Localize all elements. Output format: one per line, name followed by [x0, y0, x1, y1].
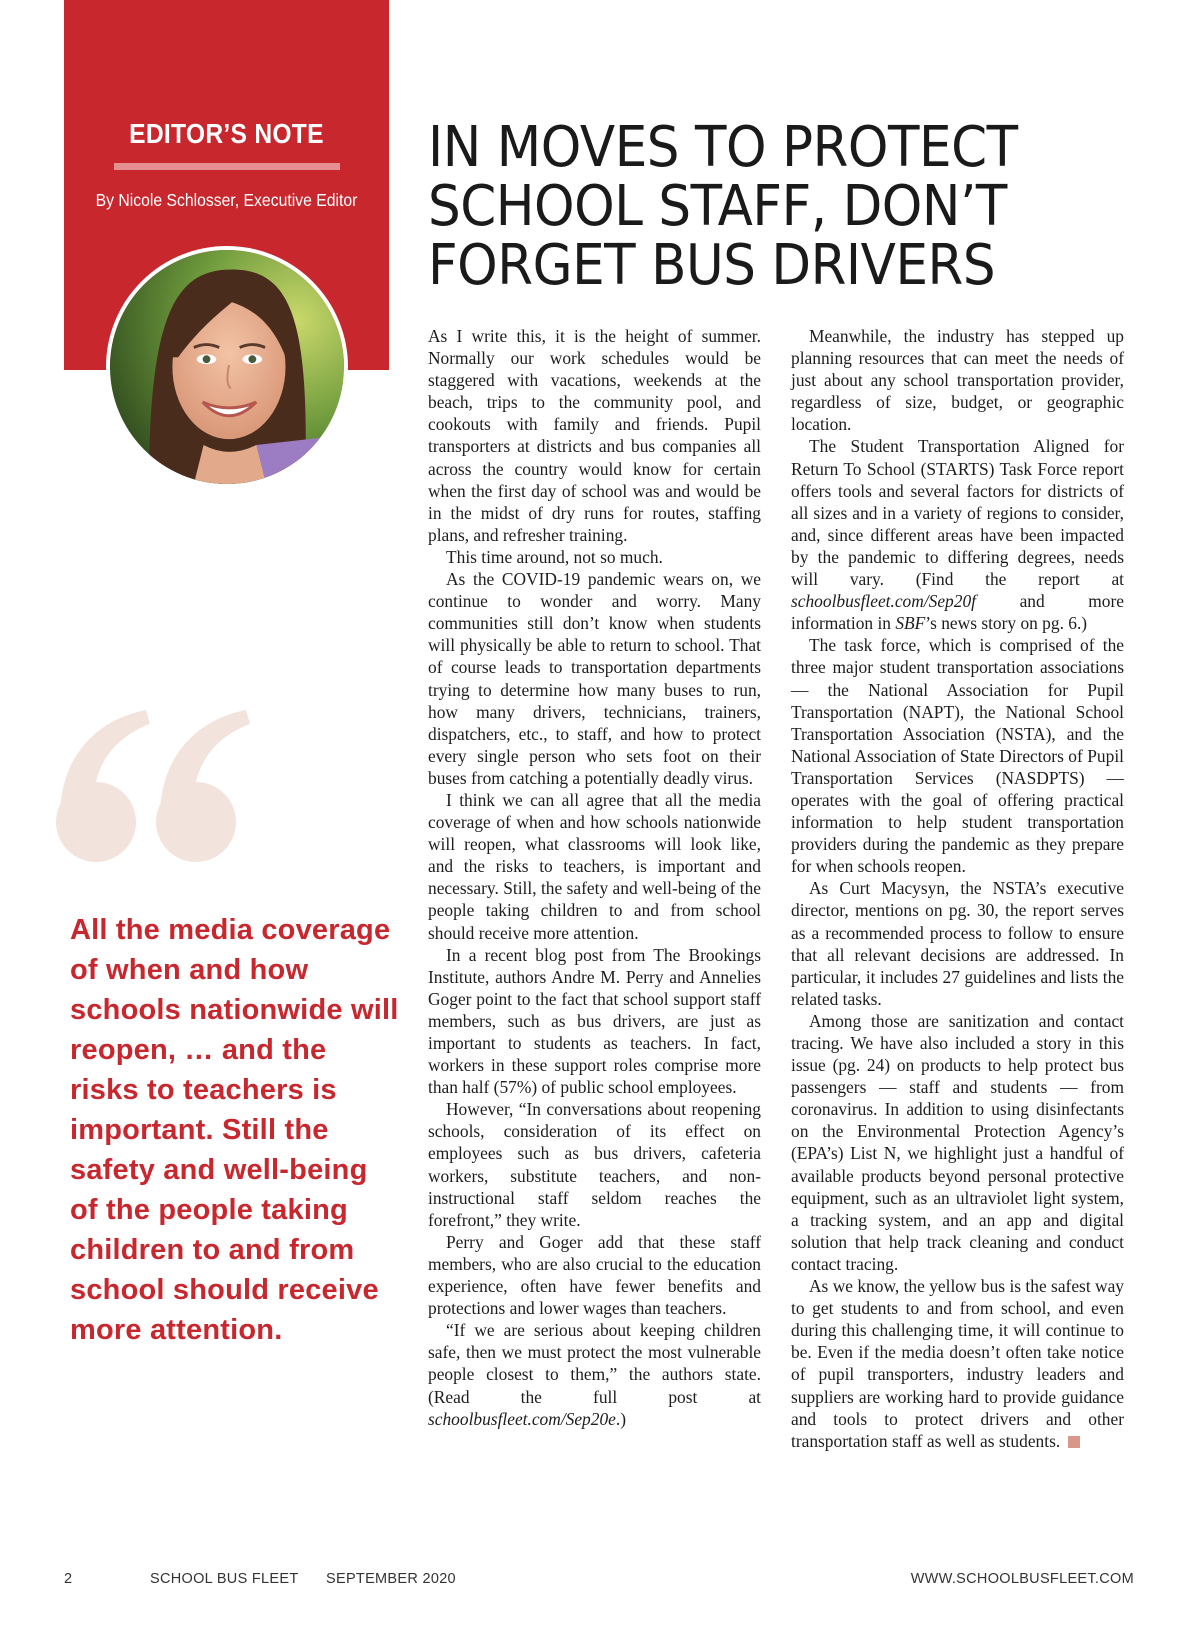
body-paragraph: I think we can all agree that all the media coverage of when and how schools nationwide will reopen, what classrooms will look like, and the risks to teachers, is important and necessary. Still, the safety and well-being of the people taking children to and from school should receive more attention.: [428, 789, 761, 943]
body-paragraph: Among those are sanitization and contact tracing. We have also included a story in this issue (pg. 24) on products to help protect bus passengers — staff and students — from coronavirus. In addition to using disinfectants on the Environmental Protection Agency’s (EPA’s) List N, we highlight just a handful of available products beyond personal protective equipment, such as an ultraviolet light system, a tracking system, and an app and digital solution that help track cleaning and conduct contact tracing.: [791, 1010, 1124, 1274]
pull-quote: All the media coverage of when and how schools nationwide will reopen, … and the risks to teachers is important. Still the safety and well-being of the people taking children to and from school should receive more attention.: [70, 914, 399, 1346]
paragraph-text: ’s news story on pg. 6.): [925, 613, 1088, 634]
section-title: EDITOR’S NOTE: [129, 118, 324, 149]
end-square-icon: [1068, 1436, 1080, 1448]
headline-line: IN MOVES TO PROTECT: [428, 115, 1018, 180]
author-byline: By Nicole Schlosser, Executive Editor: [95, 190, 358, 210]
paragraph-text: The Student Transportation Aligned for Return To School (STARTS) Task Force report offers tools and several factors for districts of all sizes and in a variety of regions to consider, and, since different areas have been impacted by the pandemic to differing degrees, needs will vary. (Find the report at: [791, 436, 1124, 590]
article-link[interactable]: schoolbusfleet.com/Sep20e: [428, 1408, 616, 1429]
paragraph-text: .): [615, 1408, 627, 1429]
body-paragraph: Perry and Goger add that these staff members, who are also crucial to the education experience, often have fewer benefits and protections and lower wages than teachers.: [428, 1231, 761, 1319]
body-paragraph: In a recent blog post from The Brookings Institute, authors Andre M. Perry and Annelies Goger point to the fact that school support staff members, such as bus drivers, are just as important to students as teachers. In fact, workers in these support roles comprise more than half (57%) of public school employees.: [428, 944, 761, 1098]
magazine-abbr: SBF: [895, 613, 926, 634]
report-link[interactable]: schoolbusfleet.com/Sep20f: [791, 591, 976, 612]
body-paragraph: The task force, which is comprised of the three major student transportation associations — the National Association for Pupil Transportation (NAPT), the National School Transportation Association (NSTA), and the National Association of State Directors of Pupil Transportation Services (NASDPTS) — operates with the goal of offering practical information to help student transportation providers during the pandemic as they prepare for when schools reopen.: [791, 635, 1124, 877]
magazine-name: SCHOOL BUS FLEET: [150, 1571, 299, 1587]
article-headline: [428, 115, 1148, 298]
body-paragraph: This time around, not so much.: [446, 546, 663, 567]
issue-date: SEPTEMBER 2020: [326, 1571, 456, 1587]
paragraph-text: “If we are serious about keeping children safe, then we must protect the most vulnerable people closest to them,” the authors state. (Read the full post at: [428, 1320, 761, 1407]
article-column-2: [791, 325, 1124, 1452]
author-avatar: [106, 246, 348, 488]
paragraph-text: and more information in: [791, 591, 1124, 634]
page-number: 2: [64, 1571, 73, 1587]
body-paragraph: As the COVID-19 pandemic wears on, we continue to wonder and worry. Many communities still don’t know when students will physically be able to return to school. That of course leads to transportation departments trying to determine how many buses to run, how many drivers, technicians, trainers, dispatchers, etc., to staff, and how to protect every single person who sets foot on their buses from catching a potentially deadly virus.: [428, 569, 761, 788]
headline-line: SCHOOL STAFF, DON’T: [428, 174, 1007, 239]
title-divider: [114, 163, 340, 170]
body-paragraph: However, “In conversations about reopening schools, consideration of its effect on employees such as bus drivers, cafeteria workers, substitute teachers, and non-instructional staff seldom reaches the forefront,” they write.: [428, 1099, 761, 1230]
page-footer: [64, 1571, 1134, 1591]
headline-line: FORGET BUS DRIVERS: [428, 233, 996, 298]
body-paragraph: As Curt Macysyn, the NSTA’s executive director, mentions on pg. 30, the report serves as a recommended process to follow to ensure that all relevant decisions are addressed. In particular, it includes 27 guidelines and lists the related tasks.: [791, 878, 1124, 1009]
body-paragraph: As I write this, it is the height of summer. Normally our work schedules would be staggered with vacations, weekends at the beach, trips to the community pool, and cookouts with family and friends. Pupil transporters at districts and bus companies all across the country would know for certain when the first day of school was and would be in the midst of dry runs for routes, staffing plans, and refresher training.: [428, 326, 761, 545]
body-paragraph: Meanwhile, the industry has stepped up planning resources that can meet the needs of just about any school transportation provider, regardless of size, budget, or geographic location.: [791, 326, 1124, 435]
body-paragraph: [791, 1275, 1124, 1452]
website-url[interactable]: WWW.SCHOOLBUSFLEET.COM: [910, 1571, 1134, 1587]
paragraph-text: As we know, the yellow bus is the safest way to get students to and from school, and even during this challenging time, it will continue to be. Even if the media doesn’t often take notice of pupil transporters, industry leaders and suppliers are working hard to provide guidance and tools to protect drivers and other transportation staff as well as students.: [791, 1276, 1124, 1451]
body-paragraph: [428, 1319, 761, 1429]
body-paragraph: [791, 435, 1124, 634]
article-column-1: [428, 325, 761, 1430]
open-quote-icon: [54, 710, 254, 870]
